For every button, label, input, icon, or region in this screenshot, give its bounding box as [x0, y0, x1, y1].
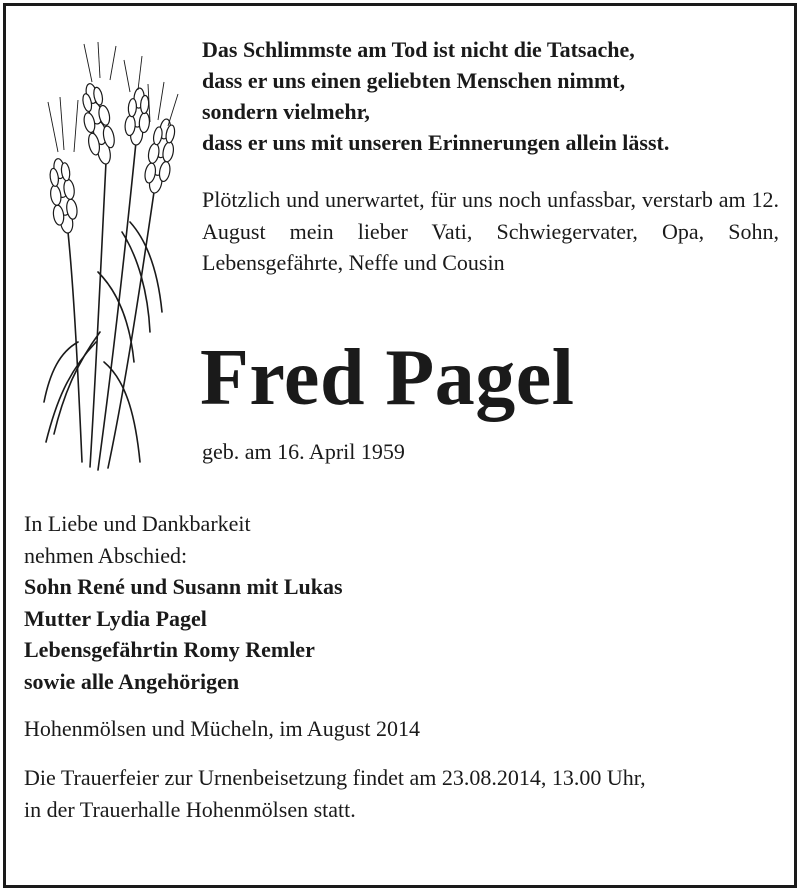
ceremony-line: Die Trauerfeier zur Urnenbeisetzung findet am 23.08.2014, 13.00 Uhr, [24, 765, 646, 790]
deceased-name: Fred Pagel [200, 334, 575, 422]
mourners-intro-line: In Liebe und Dankbarkeit [24, 511, 251, 536]
birth-date: geb. am 16. April 1959 [202, 439, 405, 464]
quote-line: dass er uns mit unseren Erinnerungen allein lässt. [202, 130, 670, 155]
mourner-name: Mutter Lydia Pagel [24, 605, 207, 631]
mourners-block [24, 508, 343, 697]
quote-block [202, 34, 782, 158]
death-announcement-text: Plötzlich und unerwartet, für uns noch unfassbar, verstarb am 12. August mein lieber Vati, Schwiegervater, Opa, Sohn, Lebensgefährte, Neffe und Cousin [202, 187, 779, 275]
place-date: Hohenmölsen und Mücheln, im August 2014 [24, 716, 420, 741]
mourner-name: Lebensgefährtin Romy Remler [24, 637, 315, 662]
mourner-name: sowie alle Angehörigen [24, 668, 240, 694]
quote-line: Das Schlimmste am Tod ist nicht die Tatsache, [202, 37, 635, 62]
ceremony-line: in der Trauerhalle Hohenmölsen statt. [24, 797, 356, 822]
quote-line: sondern vielmehr, [202, 99, 370, 124]
ceremony-info [24, 762, 780, 826]
mourner-name: Sohn René und Susann mit Lukas [24, 574, 343, 599]
mourners-intro-line: nehmen Abschied: [24, 542, 188, 568]
wheat-ears-icon [38, 42, 186, 472]
quote-line: dass er uns einen geliebten Menschen nimmt, [202, 68, 626, 93]
